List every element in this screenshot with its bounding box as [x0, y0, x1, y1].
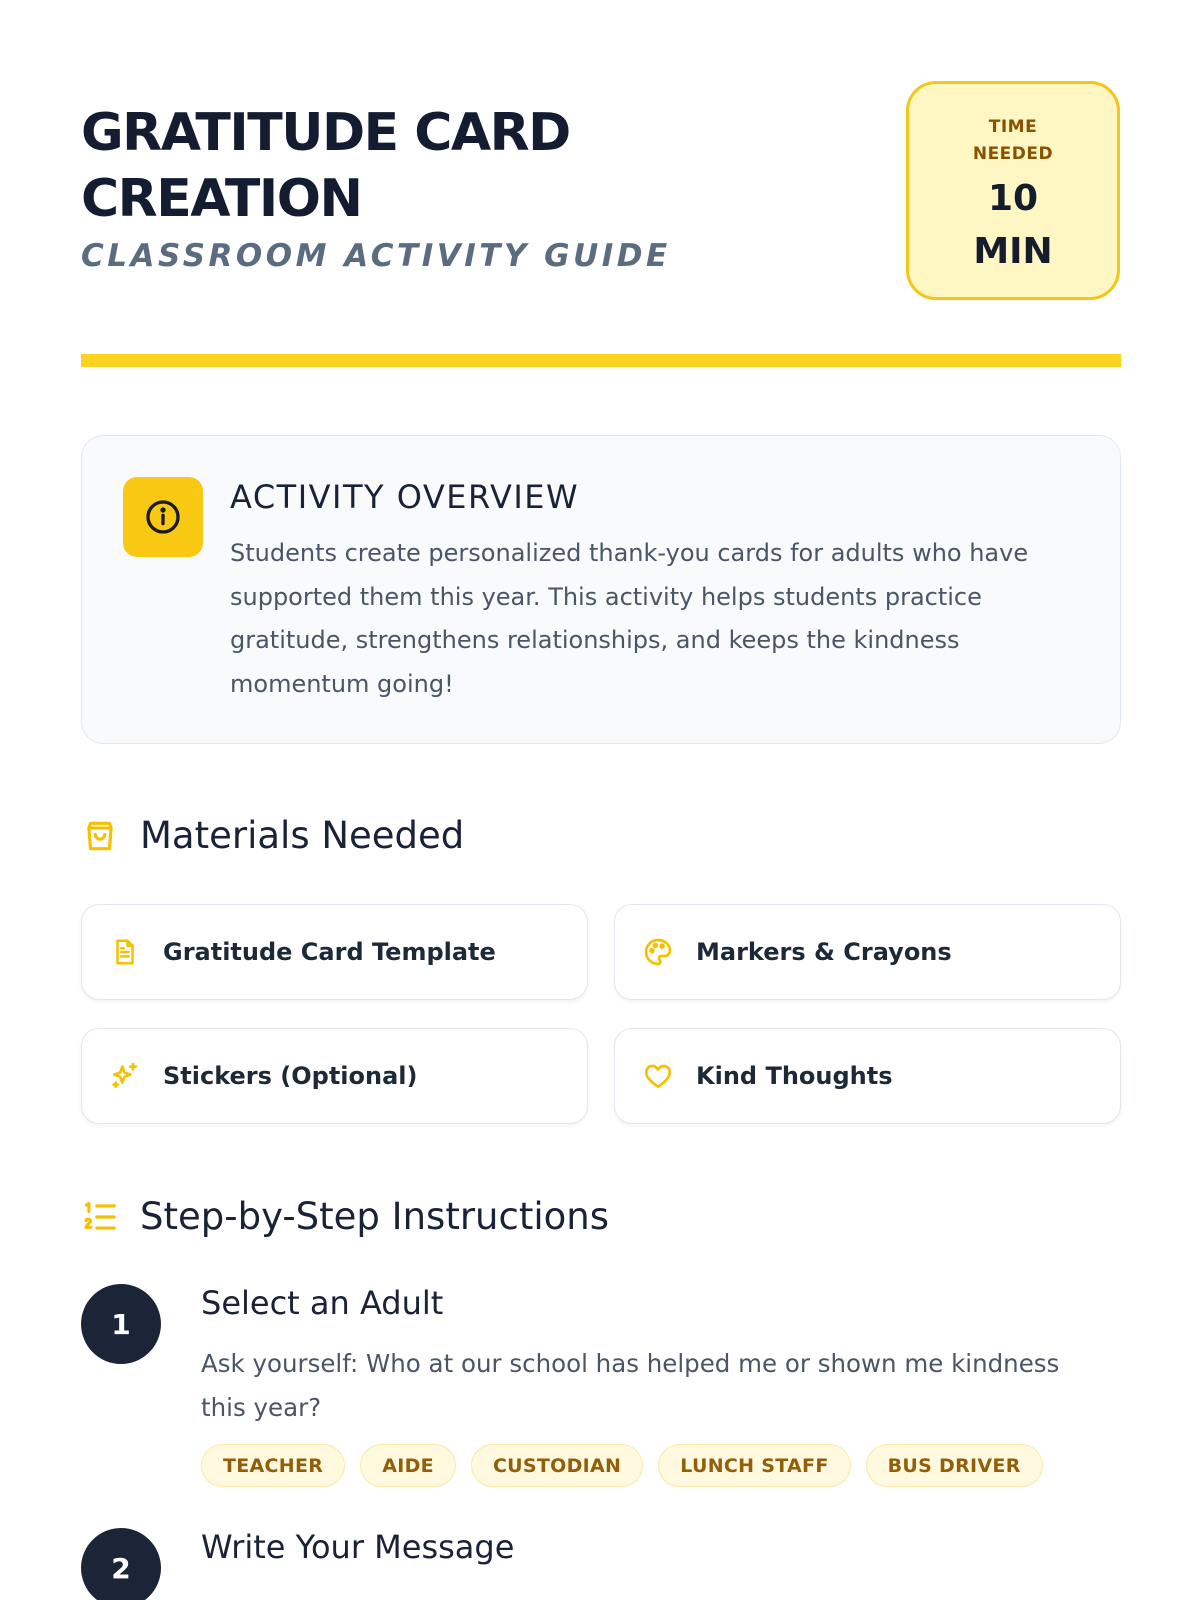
tag-bus-driver: BUS DRIVER: [866, 1444, 1043, 1487]
material-label: Markers & Crayons: [696, 938, 952, 966]
document-icon: [108, 935, 142, 969]
time-needed-value: 10 MIN: [973, 178, 1053, 272]
step-number: 2: [81, 1528, 161, 1600]
heart-icon: [641, 1059, 675, 1093]
tag-lunch-staff: LUNCH STAFF: [658, 1444, 850, 1487]
sparkles-icon: [108, 1059, 142, 1093]
overview-title: ACTIVITY OVERVIEW: [230, 478, 580, 516]
overview-text: Students create personalized thank-you cards for adults who have supported them this year. This activity helps students practice gratitude, strengthens relationships, and keeps the kindness momentum going!: [230, 539, 1029, 698]
numbered-list-icon: [81, 1196, 123, 1238]
activity-overview-card: [81, 435, 1121, 744]
material-label: Gratitude Card Template: [163, 938, 496, 966]
palette-icon: [641, 935, 675, 969]
materials-section-header: [81, 814, 464, 857]
step-title: Select an Adult: [201, 1284, 444, 1322]
material-label: Kind Thoughts: [696, 1062, 893, 1090]
adult-tags: [201, 1444, 1043, 1487]
instructions-section-header: [81, 1195, 609, 1238]
time-needed-label: TIME NEEDED: [972, 117, 1054, 164]
step-text: Ask yourself: Who at our school has helped me or shown me kindness this year?: [201, 1349, 1060, 1422]
tag-teacher: TEACHER: [201, 1444, 345, 1487]
material-item-template: [81, 904, 588, 1000]
tag-custodian: CUSTODIAN: [471, 1444, 643, 1487]
material-item-markers: [614, 904, 1121, 1000]
header-divider: [81, 354, 1121, 367]
material-label: Stickers (Optional): [163, 1062, 418, 1090]
page-subtitle: CLASSROOM ACTIVITY GUIDE: [81, 238, 671, 274]
page-header: [81, 100, 721, 274]
page-title: GRATITUDE CARD CREATION: [81, 103, 570, 229]
material-item-kind-thoughts: [614, 1028, 1121, 1124]
step-title: Write Your Message: [201, 1528, 515, 1566]
materials-title: Materials Needed: [140, 814, 465, 857]
instructions-title: Step-by-Step Instructions: [140, 1195, 609, 1238]
step-number: 1: [81, 1284, 161, 1364]
material-item-stickers: [81, 1028, 588, 1124]
time-needed-badge: [906, 81, 1120, 300]
info-icon: [123, 477, 203, 557]
tag-aide: AIDE: [360, 1444, 456, 1487]
shopping-bag-icon: [81, 815, 123, 857]
